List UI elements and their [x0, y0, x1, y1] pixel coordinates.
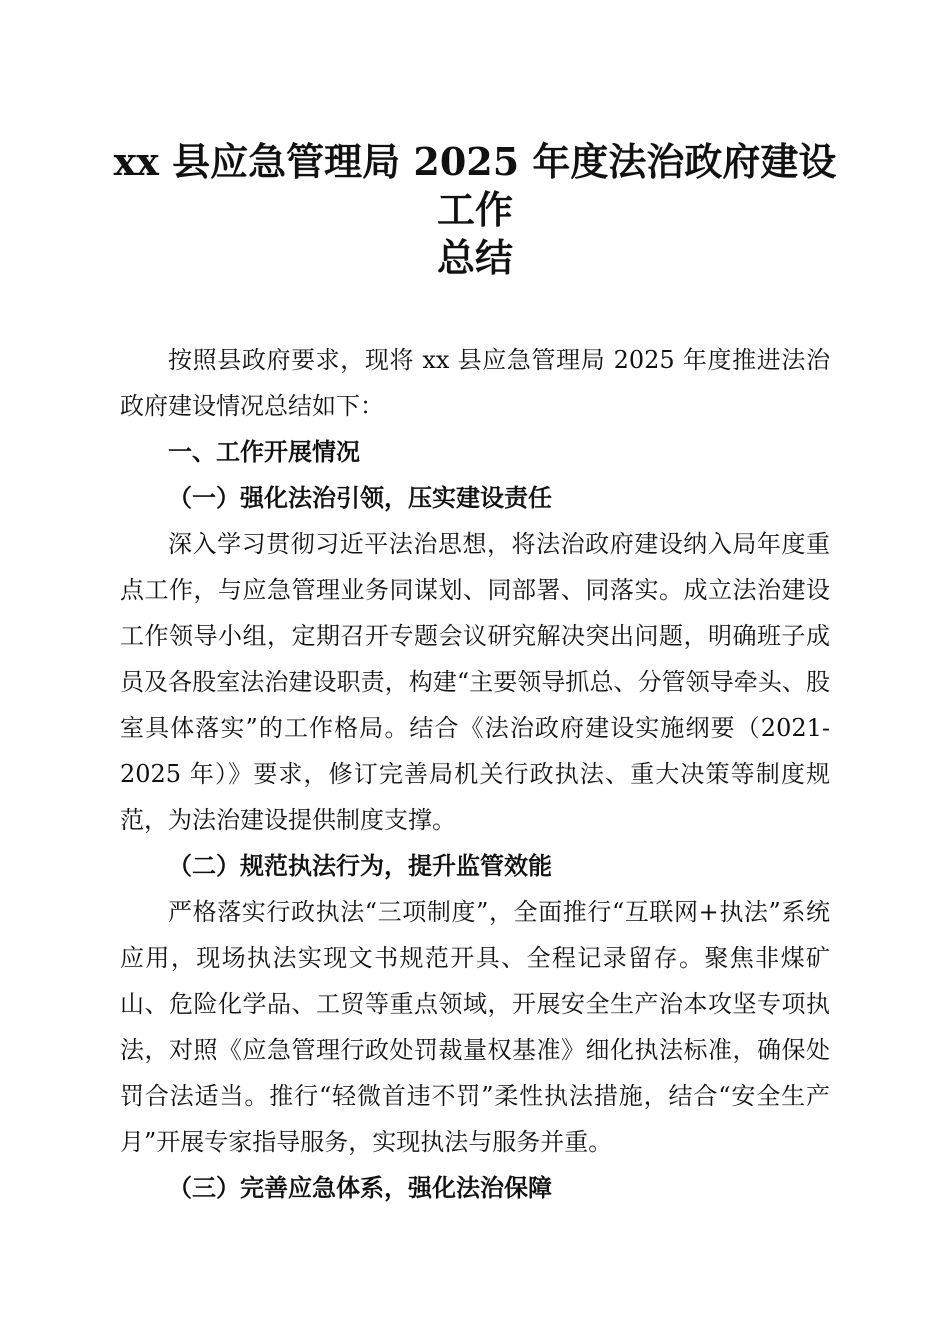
subsection-heading-3: （三）完善应急体系，强化法治保障: [168, 1173, 552, 1202]
document-body: [120, 337, 830, 1211]
subsection-heading-1: （一）强化法治引领，压实建设责任: [168, 483, 552, 512]
document-title: [100, 138, 850, 282]
subsection-1-paragraph: 深入学习贯彻习近平法治思想，将法治政府建设纳入局年度重点工作，与应急管理业务同谋划、同部署、同落实。成立法治建设工作领导小组，定期召开专题会议研究解决突出问题，明确班子成员及各股室法治建设职责，构建“主要领导抓总、分管领导牵头、股室具体落实”的工作格局。结合《法治政府建设实施纲要（2021-2025 年）》要求，修订完善局机关行政执法、重大决策等制度规范，为法治建设提供制度支撑。: [120, 530, 830, 834]
title-line-2: 总结: [436, 235, 513, 280]
section-heading-1: 一、工作开展情况: [168, 438, 360, 466]
subsection-heading-2: （二）规范执法行为，提升监管效能: [168, 851, 552, 880]
intro-paragraph: 按照县政府要求，现将 xx 县应急管理局 2025 年度推进法治政府建设情况总结如下：: [120, 346, 830, 420]
subsection-2-paragraph: 严格落实行政执法“三项制度”，全面推行“互联网+执法”系统应用，现场执法实现文书规范开具、全程记录留存。聚焦非煤矿山、危险化学品、工贸等重点领域，开展安全生产治本攻坚专项执法，对照《应急管理行政处罚裁量权基准》细化执法标准，确保处罚合法适当。推行“轻微首违不罚”柔性执法措施，结合“安全生产月”开展专家指导服务，实现执法与服务并重。: [120, 898, 830, 1156]
title-line-1: xx 县应急管理局 2025 年度法治政府建设工作: [113, 139, 837, 232]
